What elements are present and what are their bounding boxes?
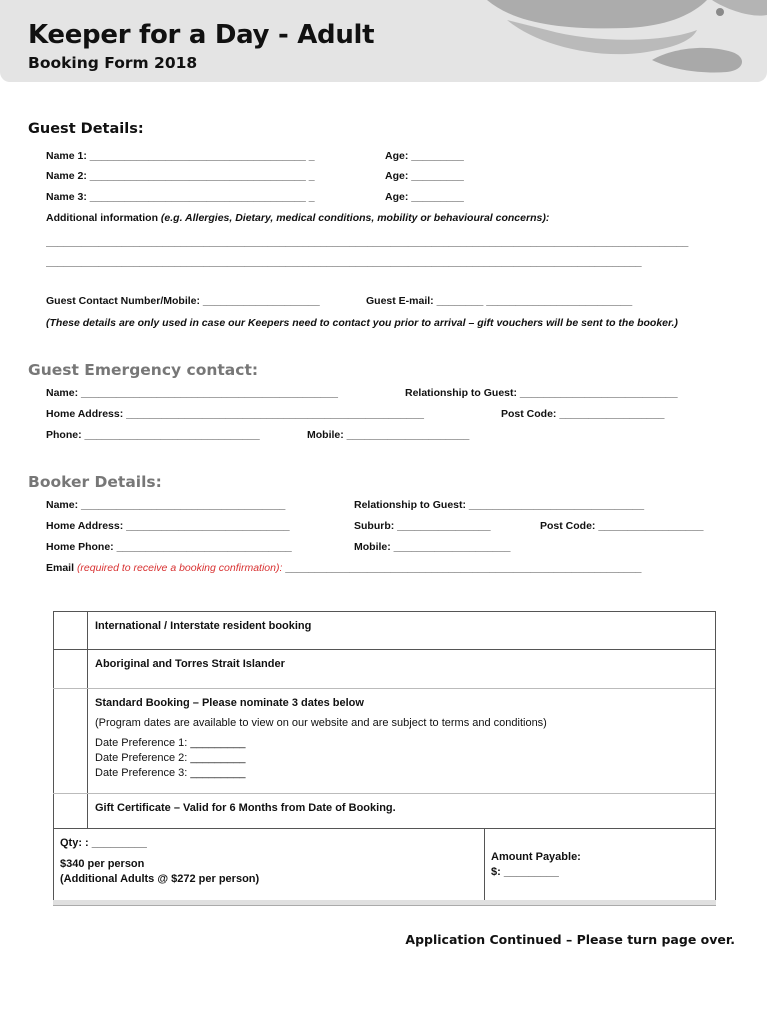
booker-email-row[interactable] xyxy=(46,562,642,574)
guest-age1-field[interactable]: Age: _________ xyxy=(385,150,464,162)
additional-info-line-2[interactable]: ______________________________________________________________________________________________________ xyxy=(46,256,642,268)
option-aboriginal: Aboriginal and Torres Strait Islander xyxy=(95,658,285,670)
additional-info-line-1[interactable]: ______________________________________________________________________________________________________________ xyxy=(46,236,689,248)
emergency-home-address-field[interactable]: Home Address: ___________________________________________________ xyxy=(46,408,424,420)
guest-details-heading: Guest Details: xyxy=(28,121,144,137)
qty-field[interactable]: Qty: : _________ xyxy=(60,837,147,849)
booker-suburb-field[interactable]: Suburb: ________________ xyxy=(354,520,491,532)
booker-name-field[interactable]: Name: ___________________________________ xyxy=(46,499,286,511)
header-banner xyxy=(0,0,767,82)
guest-name2-field[interactable]: Name 2: _____________________________________ _ xyxy=(46,170,315,182)
emergency-phone-field[interactable]: Phone: ______________________________ xyxy=(46,429,260,441)
emergency-relationship-field[interactable]: Relationship to Guest: ___________________________ xyxy=(405,387,678,399)
checkbox-aboriginal[interactable] xyxy=(53,649,87,688)
date-preference-1-field[interactable]: Date Preference 1: _________ xyxy=(95,737,246,749)
page-title: Keeper for a Day - Adult xyxy=(28,20,375,50)
price-per-person: $340 per person xyxy=(60,858,145,870)
additional-info-hint: (e.g. Allergies, Dietary, medical conditions, mobility or behavioural concerns): xyxy=(160,212,550,224)
guest-email-field[interactable]: Guest E-mail: ________ _________________________ xyxy=(366,295,633,307)
additional-adults-price: (Additional Adults @ $272 per person) xyxy=(60,873,260,885)
additional-info-title: Additional information xyxy=(46,212,158,224)
guest-name1-field[interactable]: Name 1: _____________________________________ _ xyxy=(46,150,315,162)
guest-age2-field[interactable]: Age: _________ xyxy=(385,170,464,182)
checkbox-international[interactable] xyxy=(53,611,87,649)
animal-silhouette-logo xyxy=(477,0,767,82)
page-subtitle: Booking Form 2018 xyxy=(28,54,198,72)
guest-name3-field[interactable]: Name 3: _____________________________________ _ xyxy=(46,191,315,203)
booker-details-heading: Booker Details: xyxy=(28,473,162,491)
option-gift-certificate: Gift Certificate – Valid for 6 Months from Date of Booking. xyxy=(95,802,396,814)
booker-mobile-field[interactable]: Mobile: ____________________ xyxy=(354,541,511,553)
emergency-name-field[interactable]: Name: ____________________________________________ xyxy=(46,387,338,399)
option-standard-note: (Program dates are available to view on our website and are subject to terms and conditions) xyxy=(95,717,547,729)
booker-email-label: Email xyxy=(46,562,75,574)
emergency-contact-heading: Guest Emergency contact: xyxy=(28,361,259,379)
booking-options-table xyxy=(53,611,715,907)
date-preference-3-field[interactable]: Date Preference 3: _________ xyxy=(95,767,246,779)
checkbox-standard[interactable] xyxy=(53,688,87,793)
option-standard-title: Standard Booking – Please nominate 3 dates below xyxy=(95,697,364,709)
additional-info-label xyxy=(46,212,549,224)
booker-email-field[interactable]: _____________________________________________________________ xyxy=(285,562,642,574)
checkbox-gift[interactable] xyxy=(53,793,87,828)
booker-post-code-field[interactable]: Post Code: __________________ xyxy=(540,520,704,532)
guest-details-note: (These details are only used in case our Keepers need to contact you prior to arrival – gift vouchers will be sent to the booker.) xyxy=(46,317,678,329)
guest-contact-number-field[interactable]: Guest Contact Number/Mobile: ____________________ xyxy=(46,295,320,307)
booker-home-phone-field[interactable]: Home Phone: ______________________________ xyxy=(46,541,292,553)
table-bottom-bar xyxy=(53,900,716,906)
guest-age3-field[interactable]: Age: _________ xyxy=(385,191,464,203)
booker-email-hint: (required to receive a booking confirmation): xyxy=(76,562,283,574)
amount-payable-label: Amount Payable: xyxy=(491,851,581,863)
amount-payable-field[interactable]: $: _________ xyxy=(491,866,559,878)
booker-home-address-field[interactable]: Home Address: ____________________________ xyxy=(46,520,290,532)
continued-note: Application Continued – Please turn page over. xyxy=(405,932,735,947)
option-international: International / Interstate resident booking xyxy=(95,620,312,632)
emergency-mobile-field[interactable]: Mobile: _____________________ xyxy=(307,429,470,441)
booker-relationship-field[interactable]: Relationship to Guest: ______________________________ xyxy=(354,499,645,511)
emergency-post-code-field[interactable]: Post Code: __________________ xyxy=(501,408,665,420)
payment-row-border xyxy=(53,828,716,902)
date-preference-2-field[interactable]: Date Preference 2: _________ xyxy=(95,752,246,764)
checkbox-column-divider xyxy=(87,611,88,828)
payment-divider xyxy=(484,828,485,901)
